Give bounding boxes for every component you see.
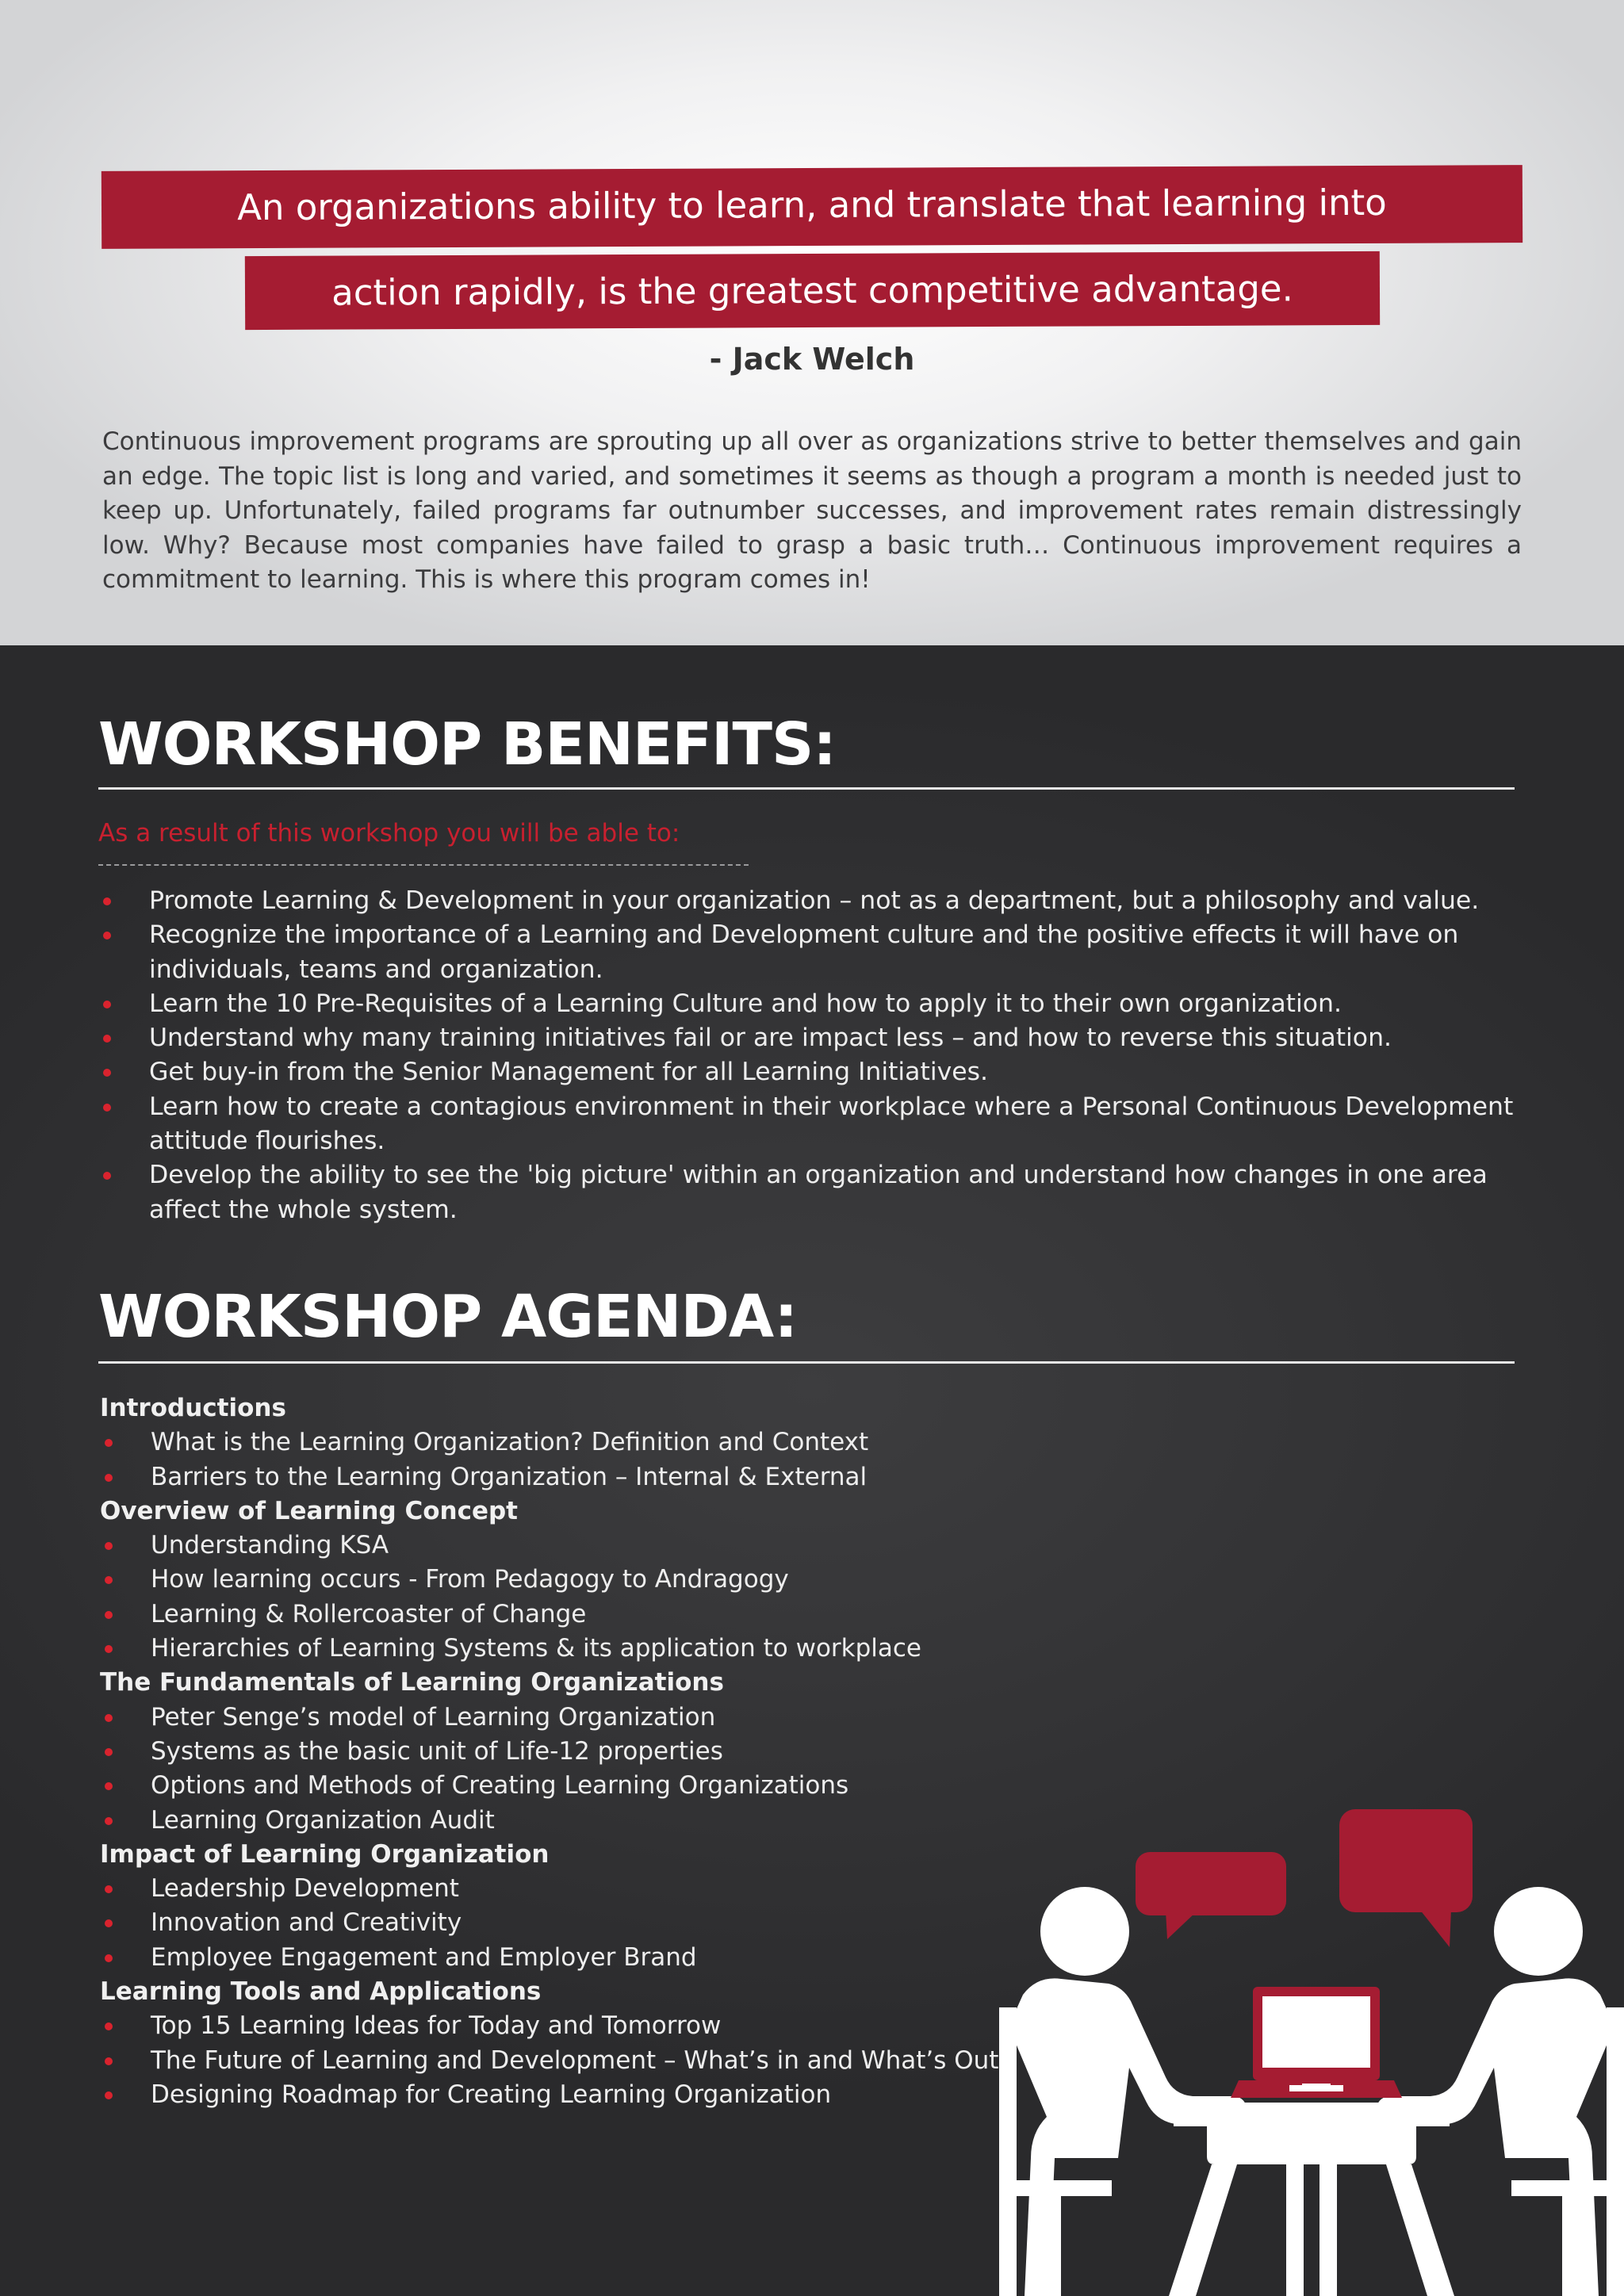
quote-author: - Jack Welch bbox=[709, 342, 915, 377]
benefits-subtitle: As a result of this workshop you will be able to: bbox=[98, 819, 680, 848]
agenda-list bbox=[100, 1391, 1051, 2112]
dashed-divider bbox=[98, 864, 749, 866]
agenda-item: Learning & Rollercoaster of Change bbox=[100, 1598, 1051, 1632]
benefit-item: Promote Learning & Development in your organization – not as a department, but a philosophy and value. bbox=[98, 884, 1526, 918]
benefits-list bbox=[98, 884, 1526, 1227]
benefit-item: Understand why many training initiatives fail or are impact less – and how to reverse this situation. bbox=[98, 1021, 1526, 1055]
meeting-illustration bbox=[999, 1800, 1624, 2296]
benefit-item: Recognize the importance of a Learning and Development culture and the positive effects it will have on individuals, teams and organization. bbox=[98, 918, 1526, 987]
agenda-item: Hierarchies of Learning Systems & its application to workplace bbox=[100, 1632, 1051, 1666]
speech-bubble-left-icon bbox=[1136, 1852, 1286, 1939]
agenda-item: Innovation and Creativity bbox=[100, 1906, 1051, 1940]
agenda-item: Systems as the basic unit of Life-12 properties bbox=[100, 1735, 1051, 1769]
quote-section bbox=[0, 0, 1624, 645]
agenda-item: Top 15 Learning Ideas for Today and Tomorrow bbox=[100, 2009, 1051, 2043]
agenda-item: Designing Roadmap for Creating Learning Organization bbox=[100, 2078, 1051, 2112]
benefit-item: Learn the 10 Pre-Requisites of a Learning Culture and how to apply it to their own organization. bbox=[98, 987, 1526, 1021]
agenda-divider bbox=[98, 1361, 1515, 1364]
agenda-heading: Learning Tools and Applications bbox=[100, 1977, 542, 2007]
agenda-item: How learning occurs - From Pedagogy to Andragogy bbox=[100, 1563, 1051, 1597]
agenda-item: Understanding KSA bbox=[100, 1529, 1051, 1563]
agenda-heading: Introductions bbox=[100, 1394, 286, 1422]
benefits-divider bbox=[98, 787, 1515, 790]
agenda-heading: Overview of Learning Concept bbox=[100, 1496, 518, 1525]
laptop-icon bbox=[1231, 1987, 1402, 2098]
agenda-item: The Future of Learning and Development – What’s in and What’s Out bbox=[100, 2044, 1051, 2078]
quote-line-2: action rapidly, is the greatest competitive advantage. bbox=[245, 251, 1380, 330]
benefit-item: Get buy-in from the Senior Management for all Learning Initiatives. bbox=[98, 1055, 1526, 1089]
benefits-title: WORKSHOP BENEFITS: bbox=[98, 710, 836, 779]
agenda-title: WORKSHOP AGENDA: bbox=[98, 1283, 798, 1351]
agenda-item: Employee Engagement and Employer Brand bbox=[100, 1941, 1051, 1975]
agenda-heading: Impact of Learning Organization bbox=[100, 1839, 550, 1869]
agenda-item: Learning Organization Audit bbox=[100, 1804, 1051, 1838]
speech-bubble-right-icon bbox=[1339, 1809, 1473, 1947]
benefit-item: Learn how to create a contagious environment in their workplace where a Personal Continuous Development attitude flourishes. bbox=[98, 1090, 1526, 1159]
table-icon bbox=[1169, 2103, 1454, 2296]
intro-paragraph: Continuous improvement programs are sprouting up all over as organizations strive to better themselves and gain an edge. The topic list is long and varied, and sometimes it seems as though a program a month is needed just to keep up. Unfortunately, failed programs far outnumber successes, and improvement rates remain distressingly low. Why? Because most companies have failed to grasp a basic truth… Continuous improvement requires a commitment to learning. This is where this program comes in! bbox=[102, 427, 1522, 594]
agenda-heading: The Fundamentals of Learning Organizations bbox=[100, 1668, 724, 1697]
agenda-item: Peter Senge’s model of Learning Organization bbox=[100, 1701, 1051, 1735]
agenda-item: Barriers to the Learning Organization – Internal & External bbox=[100, 1460, 1051, 1494]
agenda-item: Options and Methods of Creating Learning Organizations bbox=[100, 1769, 1051, 1803]
quote-line-1: An organizations ability to learn, and translate that learning into bbox=[102, 165, 1522, 249]
agenda-item: Leadership Development bbox=[100, 1872, 1051, 1906]
benefit-item: Develop the ability to see the 'big picture' within an organization and understand how changes in one area affect the whole system. bbox=[98, 1158, 1526, 1227]
agenda-item: What is the Learning Organization? Definition and Context bbox=[100, 1425, 1051, 1460]
